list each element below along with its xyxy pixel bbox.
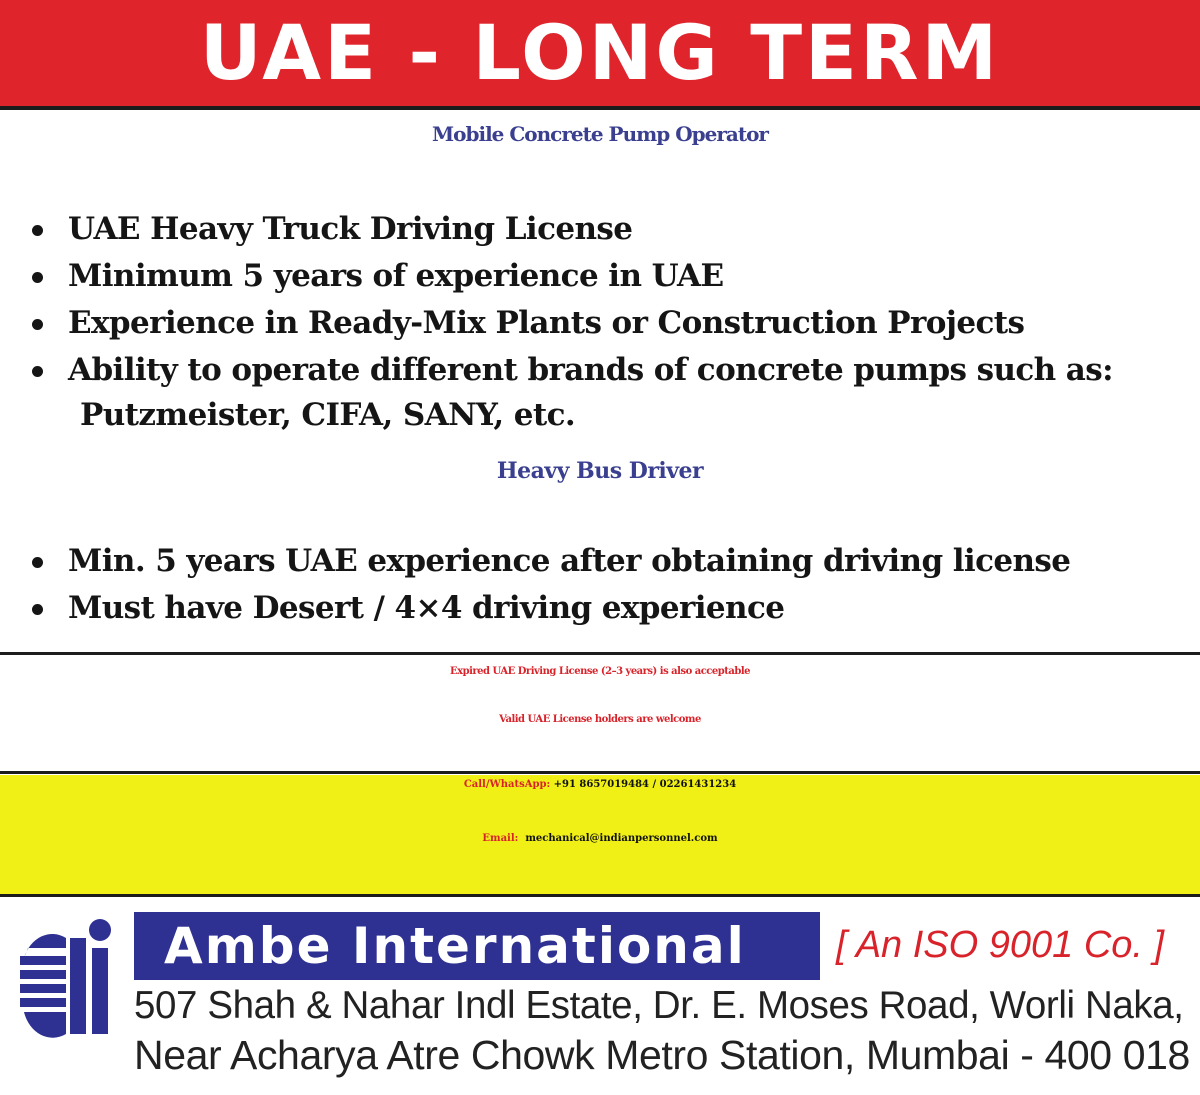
address-line-1: 507 Shah & Nahar Indl Estate, Dr. E. Moses Road, Worli Naka, bbox=[134, 984, 1184, 1027]
list-item: UAE Heavy Truck Driving License bbox=[28, 206, 1113, 253]
bullet-icon bbox=[32, 604, 43, 615]
iso-badge: [ An ISO 9001 Co. ] bbox=[836, 924, 1165, 966]
divider bbox=[0, 771, 1200, 774]
license-note-expired: Expired UAE Driving License (2–3 years) is also acceptable bbox=[450, 666, 750, 677]
bullet-icon bbox=[32, 272, 43, 283]
requirement-continuation: Putzmeister, CIFA, SANY, etc. bbox=[80, 397, 576, 433]
company-name-box bbox=[134, 912, 820, 980]
header-banner bbox=[0, 0, 1200, 110]
bullet-icon bbox=[32, 557, 43, 568]
divider bbox=[0, 652, 1200, 655]
bullet-icon bbox=[32, 366, 43, 377]
address-line-2: Near Acharya Atre Chowk Metro Station, Mumbai - 400 018 bbox=[134, 1032, 1190, 1078]
list-item: Minimum 5 years of experience in UAE bbox=[28, 253, 1113, 300]
email-label: Email: bbox=[482, 833, 519, 844]
list-item: Ability to operate different brands of concrete pumps such as: bbox=[28, 347, 1113, 394]
list-item: Experience in Ready-Mix Plants or Construction Projects bbox=[28, 300, 1113, 347]
bullet-icon bbox=[32, 319, 43, 330]
requirements-list-bus-driver bbox=[28, 538, 1070, 632]
license-note-valid: Valid UAE License holders are welcome bbox=[499, 714, 701, 725]
email-line bbox=[0, 833, 1200, 844]
ai-logo-icon bbox=[18, 918, 114, 1040]
banner-title: UAE - LONG TERM bbox=[199, 8, 1001, 97]
list-item: Min. 5 years UAE experience after obtaining driving license bbox=[28, 538, 1070, 585]
company-name: Ambe International bbox=[164, 917, 746, 975]
phone-line bbox=[0, 779, 1200, 790]
phone-label: Call/WhatsApp: bbox=[463, 779, 551, 790]
phone-number[interactable]: +91 8657019484 / 02261431234 bbox=[553, 779, 737, 790]
list-item: Must have Desert / 4×4 driving experience bbox=[28, 585, 1070, 632]
bullet-icon bbox=[32, 225, 43, 236]
email-address[interactable]: mechanical@indianpersonnel.com bbox=[525, 833, 718, 844]
job-title-heavy-bus-driver: Heavy Bus Driver bbox=[496, 458, 704, 484]
contact-band bbox=[0, 775, 1200, 897]
job-title-concrete-pump-operator: Mobile Concrete Pump Operator bbox=[432, 122, 768, 146]
requirements-list-pump-operator bbox=[28, 206, 1113, 394]
